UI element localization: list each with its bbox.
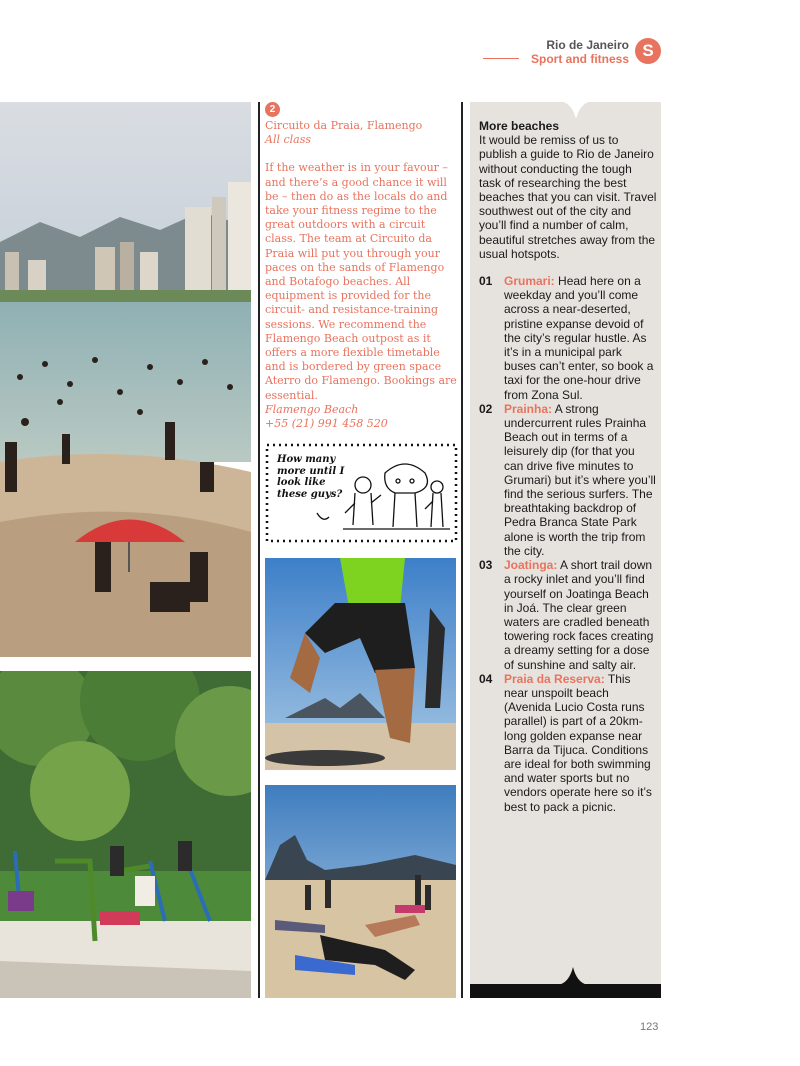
beach-item: [479, 558, 657, 672]
beach-name: Prainha:: [504, 401, 553, 416]
beach-description: Head here on a weekday and you’ll come across a near-deserted, pristine expanse devoid of the city’s regular hustle. As it’s in a municipal park buses can’t enter, so book a taxi for the one-hour drive from Zona Sul.: [504, 274, 654, 402]
venue-name: Circuito da Praia, Flamengo: [265, 119, 423, 132]
venue-listing: [265, 102, 457, 431]
beach-name: Grumari:: [504, 274, 555, 289]
sidebar-bottom-bar: [470, 984, 661, 998]
beach-item: [479, 274, 657, 402]
cartoon-caption: How many more until I look like these guys?: [277, 454, 345, 500]
header-rule: [483, 58, 519, 59]
section-badge: S: [635, 38, 661, 64]
header-city: Rio de Janeiro: [546, 38, 629, 52]
beach-crowd-photo: [0, 102, 251, 657]
column-rule-left: [258, 102, 260, 998]
sidebar-intro: It would be remiss of us to publish a guide to Rio de Janeiro without conducting the tough task of researching the best beaches that you can visit. Travel southwest out of the city and you’ll find a number of calm, beautiful stretches away from the usual hotspots.: [479, 133, 657, 261]
venue-class: All class: [265, 133, 312, 147]
beach-description: This near unspoilt beach (Avenida Lucio Costa runs parallel) is part of a 20km-long golden expanse near Barra da Tijuca. Conditions are ideal for both swimming and water sports but no vendors operate here so it’s best to pack a picnic.: [504, 671, 652, 814]
beach-workout-photo: [265, 785, 456, 998]
cartoon-box: [265, 443, 458, 543]
more-beaches-sidebar: [470, 102, 661, 998]
venue-location: Flamengo Beach: [265, 402, 359, 416]
venue-number: 2: [265, 102, 280, 117]
sidebar-top-notch: [560, 101, 592, 119]
beach-number: 04: [479, 671, 493, 686]
sidebar-title: More beaches: [479, 119, 560, 133]
beach-item: [479, 402, 657, 558]
venue-description: If the weather is in your favour – and there’s a good chance it will be – then do as the locals do and take your fitness regime to the great outdoors with a circuit class. The team at Circuito da Praia will put you through your paces on the sands of Flamengo and Botafogo beaches. All equipment is provided for the circuit- and resistance-training sessions. We recommend the Flamengo Beach outpost as it offers a more flexible timetable and is bordered by green space Aterro do Flamengo. Bookings are essential.: [265, 161, 457, 402]
beach-item: [479, 672, 657, 814]
sidebar-bottom-notch: [558, 967, 588, 985]
beach-number: 02: [479, 401, 493, 416]
running-header: [531, 38, 629, 66]
venue-phone: +55 (21) 991 458 520: [265, 417, 388, 431]
outdoor-gym-photo: [0, 671, 251, 998]
beach-number: 01: [479, 274, 493, 289]
beach-description: A short trail down a rocky inlet and you’ll find yourself on Joatinga Beach in Joá. The clear green waters are cradled beneath towering rock faces creating a dreamy setting for a dose of sunshine and salty air.: [504, 558, 654, 672]
beach-description: A strong undercurrent rules Prainha Beach out in terms of a leisurely dip (for that you can drive five minutes to Grumari) but it’s where you’ll find the serious surfers. The breathtaking backdrop of Pedra Branca State Park alone is worth the trip from the city.: [504, 401, 656, 558]
circuit-training-photo: [265, 558, 456, 770]
page-number: 123: [640, 1021, 659, 1033]
beach-name: Praia da Reserva:: [504, 671, 605, 686]
beach-name: Joatinga:: [504, 558, 558, 573]
beach-number: 03: [479, 558, 493, 573]
header-section: Sport and fitness: [530, 52, 629, 66]
column-rule-right: [461, 102, 463, 998]
